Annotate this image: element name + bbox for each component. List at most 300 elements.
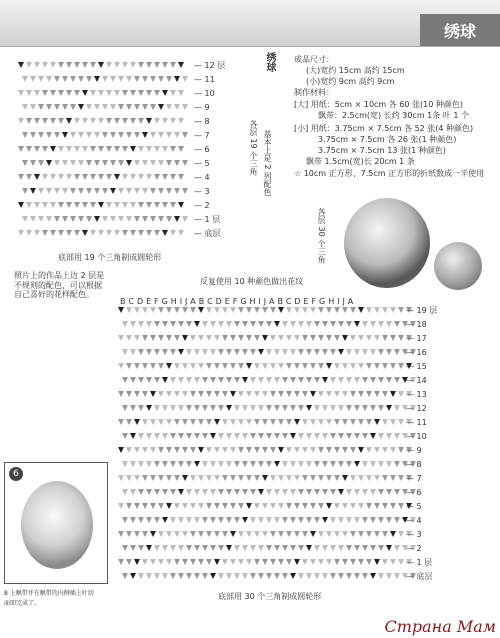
triangle-unit <box>358 503 364 509</box>
triangle-unit <box>338 405 344 411</box>
triangle-unit <box>378 461 384 467</box>
triangle-unit <box>102 160 108 166</box>
left-chart-row <box>18 146 184 154</box>
triangle-unit <box>154 545 160 551</box>
triangle-unit <box>226 405 232 411</box>
triangle-unit <box>178 545 184 551</box>
triangle-unit <box>114 62 120 68</box>
triangle-unit <box>286 503 292 509</box>
triangle-unit <box>390 363 396 369</box>
left-chart-row-label: — 12 层 <box>194 61 226 70</box>
triangle-unit <box>98 90 104 96</box>
triangle-unit <box>294 503 300 509</box>
triangle-unit <box>246 335 252 341</box>
triangle-unit <box>118 160 124 166</box>
triangle-unit <box>94 216 100 222</box>
triangle-unit <box>286 419 292 425</box>
triangle-unit <box>326 419 332 425</box>
triangle-unit <box>238 307 244 313</box>
left-chart-row <box>18 62 184 70</box>
triangle-unit <box>342 391 348 397</box>
triangle-unit <box>234 321 240 327</box>
triangle-unit <box>106 146 112 152</box>
triangle-unit <box>342 447 348 453</box>
triangle-unit <box>374 419 380 425</box>
triangle-unit <box>278 307 284 313</box>
triangle-unit <box>42 62 48 68</box>
triangle-unit <box>238 363 244 369</box>
triangle-unit <box>318 307 324 313</box>
triangle-unit <box>126 559 132 565</box>
triangle-unit <box>190 363 196 369</box>
triangle-unit <box>102 76 108 82</box>
triangle-unit <box>190 335 196 341</box>
triangle-unit <box>234 377 240 383</box>
triangle-unit <box>374 475 380 481</box>
triangle-unit <box>258 489 264 495</box>
triangle-unit <box>118 76 124 82</box>
triangle-unit <box>206 335 212 341</box>
triangle-unit <box>74 118 80 124</box>
triangle-unit <box>334 559 340 565</box>
triangle-unit <box>230 475 236 481</box>
triangle-unit <box>162 349 168 355</box>
triangle-unit <box>334 335 340 341</box>
triangle-unit <box>114 174 120 180</box>
triangle-unit <box>226 545 232 551</box>
watermark: Страна Мам <box>384 617 496 636</box>
triangle-unit <box>274 489 280 495</box>
right-chart-row-label: — 19 层 <box>406 306 438 315</box>
triangle-unit <box>222 559 228 565</box>
triangle-unit <box>162 174 168 180</box>
triangle-unit <box>350 531 356 537</box>
triangle-unit <box>326 447 332 453</box>
triangle-unit <box>250 405 256 411</box>
left-chart-row <box>22 104 188 112</box>
triangle-unit <box>154 90 160 96</box>
triangle-unit <box>66 90 72 96</box>
triangle-unit <box>130 202 136 208</box>
triangle-unit <box>26 230 32 236</box>
triangle-unit <box>330 377 336 383</box>
triangle-unit <box>274 517 280 523</box>
triangle-unit <box>190 475 196 481</box>
triangle-unit <box>142 307 148 313</box>
triangle-unit <box>382 419 388 425</box>
triangle-unit <box>382 531 388 537</box>
triangle-unit <box>398 391 404 397</box>
triangle-unit <box>294 447 300 453</box>
triangle-unit <box>202 517 208 523</box>
triangle-unit <box>338 433 344 439</box>
triangle-unit <box>202 349 208 355</box>
right-chart-row <box>122 489 416 497</box>
triangle-unit <box>274 545 280 551</box>
triangle-unit <box>326 363 332 369</box>
triangle-unit <box>118 503 124 509</box>
triangle-unit <box>186 377 192 383</box>
triangle-unit <box>162 573 168 579</box>
right-chart-row <box>118 335 412 343</box>
triangle-unit <box>218 489 224 495</box>
left-chart-row-label: — 4 <box>194 173 210 182</box>
triangle-unit <box>222 363 228 369</box>
materials-note: ☆ 10cm 正方形、7.5cm 正方形的折纸数成一半使用 <box>294 169 485 178</box>
triangle-unit <box>382 307 388 313</box>
triangle-unit <box>254 335 260 341</box>
triangle-unit <box>134 475 140 481</box>
triangle-unit <box>198 475 204 481</box>
triangle-unit <box>134 559 140 565</box>
triangle-unit <box>86 104 92 110</box>
triangle-unit <box>154 62 160 68</box>
right-chart-row-label: — 17 <box>406 334 427 343</box>
triangle-unit <box>278 335 284 341</box>
triangle-unit <box>302 307 308 313</box>
triangle-unit <box>122 90 128 96</box>
triangle-unit <box>358 531 364 537</box>
triangle-unit <box>22 188 28 194</box>
triangle-unit <box>354 377 360 383</box>
triangle-unit <box>338 489 344 495</box>
triangle-unit <box>258 545 264 551</box>
right-chart-row <box>118 363 412 371</box>
left-chart-row <box>22 216 188 224</box>
triangle-unit <box>274 461 280 467</box>
right-chart-row <box>118 559 412 567</box>
triangle-unit <box>354 489 360 495</box>
triangle-unit <box>62 160 68 166</box>
triangle-unit <box>90 230 96 236</box>
triangle-unit <box>30 104 36 110</box>
triangle-unit <box>338 461 344 467</box>
triangle-unit <box>74 202 80 208</box>
left-chart-row-label: — 11 <box>194 75 215 84</box>
triangle-unit <box>106 118 112 124</box>
triangle-unit <box>258 321 264 327</box>
right-chart-row <box>122 433 416 441</box>
triangle-unit <box>126 76 132 82</box>
triangle-unit <box>134 363 140 369</box>
triangle-unit <box>126 391 132 397</box>
triangle-unit <box>206 559 212 565</box>
right-chart-row-label: — 13 <box>406 390 427 399</box>
right-chart-row-label: — 4 <box>406 516 422 525</box>
triangle-unit <box>122 118 128 124</box>
triangle-unit <box>298 573 304 579</box>
triangle-unit <box>34 230 40 236</box>
bottom-photo-caption-1: 8 上飘带并在飘带的内侧插上叶切 <box>4 590 94 597</box>
triangle-unit <box>306 349 312 355</box>
triangle-unit <box>94 76 100 82</box>
triangle-unit <box>194 377 200 383</box>
triangle-unit <box>206 531 212 537</box>
triangle-unit <box>386 321 392 327</box>
triangle-unit <box>198 419 204 425</box>
triangle-unit <box>298 545 304 551</box>
triangle-unit <box>214 335 220 341</box>
triangle-unit <box>138 174 144 180</box>
triangle-unit <box>194 433 200 439</box>
triangle-unit <box>134 419 140 425</box>
color-letters: B C D E F G H I J A B C D E F G H I J A B C D E F G H I J A <box>120 297 354 306</box>
triangle-unit <box>274 321 280 327</box>
triangle-unit <box>62 188 68 194</box>
triangle-unit <box>182 307 188 313</box>
triangle-unit <box>218 321 224 327</box>
right-pattern-chart <box>118 307 448 587</box>
triangle-unit <box>318 475 324 481</box>
materials-heading: 制作材料： <box>294 88 334 97</box>
triangle-unit <box>126 307 132 313</box>
triangle-unit <box>146 545 152 551</box>
triangle-unit <box>398 419 404 425</box>
triangle-unit <box>142 503 148 509</box>
triangle-unit <box>178 321 184 327</box>
triangle-unit <box>270 503 276 509</box>
triangle-unit <box>58 202 64 208</box>
triangle-unit <box>378 349 384 355</box>
triangle-unit <box>318 531 324 537</box>
triangle-unit <box>270 559 276 565</box>
triangle-unit <box>206 419 212 425</box>
triangle-unit <box>370 517 376 523</box>
triangle-unit <box>206 475 212 481</box>
triangle-unit <box>362 545 368 551</box>
triangle-unit <box>162 489 168 495</box>
triangle-unit <box>198 559 204 565</box>
triangle-unit <box>122 573 128 579</box>
triangle-unit <box>110 160 116 166</box>
triangle-unit <box>146 90 152 96</box>
triangle-unit <box>170 174 176 180</box>
triangle-unit <box>134 76 140 82</box>
triangle-unit <box>70 132 76 138</box>
materials-small: [小] 用纸：3.75cm × 7.5cm 各 52 张(4 种颜色) <box>294 124 474 133</box>
triangle-unit <box>46 76 52 82</box>
triangle-unit <box>314 461 320 467</box>
triangle-unit <box>326 475 332 481</box>
triangle-unit <box>146 433 152 439</box>
triangle-unit <box>130 405 136 411</box>
triangle-unit <box>298 321 304 327</box>
triangle-unit <box>178 377 184 383</box>
triangle-unit <box>138 230 144 236</box>
triangle-unit <box>266 433 272 439</box>
triangle-unit <box>386 573 392 579</box>
triangle-unit <box>322 321 328 327</box>
triangle-unit <box>134 531 140 537</box>
triangle-unit <box>314 321 320 327</box>
triangle-unit <box>166 104 172 110</box>
triangle-unit <box>258 461 264 467</box>
triangle-unit <box>234 573 240 579</box>
triangle-unit <box>102 132 108 138</box>
triangle-unit <box>210 433 216 439</box>
triangle-unit <box>326 391 332 397</box>
triangle-unit <box>278 419 284 425</box>
materials-big: [大] 用纸：5cm × 10cm 各 60 张(10 种颜色) <box>294 100 463 109</box>
triangle-unit <box>258 433 264 439</box>
triangle-unit <box>158 475 164 481</box>
triangle-unit <box>394 405 400 411</box>
triangle-unit <box>74 146 80 152</box>
triangle-unit <box>298 433 304 439</box>
triangle-unit <box>122 349 128 355</box>
triangle-unit <box>262 475 268 481</box>
triangle-unit <box>370 461 376 467</box>
triangle-unit <box>154 461 160 467</box>
triangle-unit <box>18 118 24 124</box>
triangle-unit <box>386 461 392 467</box>
triangle-unit <box>386 489 392 495</box>
triangle-unit <box>374 391 380 397</box>
triangle-unit <box>146 405 152 411</box>
triangle-unit <box>38 216 44 222</box>
side-note-line-2: 不规则的配色，可以根据 <box>14 280 102 290</box>
triangle-unit <box>290 489 296 495</box>
triangle-unit <box>346 321 352 327</box>
triangle-unit <box>290 349 296 355</box>
triangle-unit <box>226 573 232 579</box>
triangle-unit <box>130 174 136 180</box>
triangle-unit <box>222 531 228 537</box>
triangle-unit <box>138 489 144 495</box>
triangle-unit <box>126 104 132 110</box>
triangle-unit <box>394 573 400 579</box>
triangle-unit <box>362 321 368 327</box>
triangle-unit <box>398 363 404 369</box>
triangle-unit <box>374 363 380 369</box>
triangle-unit <box>142 391 148 397</box>
triangle-unit <box>138 433 144 439</box>
triangle-unit <box>158 335 164 341</box>
triangle-unit <box>162 377 168 383</box>
triangle-unit <box>382 391 388 397</box>
triangle-unit <box>226 321 232 327</box>
triangle-unit <box>286 363 292 369</box>
triangle-unit <box>222 307 228 313</box>
triangle-unit <box>178 174 184 180</box>
triangle-unit <box>218 377 224 383</box>
triangle-unit <box>366 447 372 453</box>
triangle-unit <box>74 230 80 236</box>
triangle-unit <box>270 419 276 425</box>
triangle-unit <box>306 321 312 327</box>
triangle-unit <box>66 118 72 124</box>
left-chart-row <box>18 90 184 98</box>
triangle-unit <box>154 174 160 180</box>
triangle-unit <box>266 321 272 327</box>
triangle-unit <box>38 76 44 82</box>
triangle-unit <box>206 391 212 397</box>
triangle-unit <box>186 433 192 439</box>
right-chart-row-label: — 9 <box>406 446 422 455</box>
triangle-unit <box>370 573 376 579</box>
triangle-unit <box>126 363 132 369</box>
triangle-unit <box>130 545 136 551</box>
triangle-unit <box>222 335 228 341</box>
triangle-unit <box>366 307 372 313</box>
triangle-unit <box>326 307 332 313</box>
triangle-unit <box>194 489 200 495</box>
triangle-unit <box>254 475 260 481</box>
triangle-unit <box>226 517 232 523</box>
triangle-unit <box>190 531 196 537</box>
triangle-unit <box>150 307 156 313</box>
triangle-unit <box>166 475 172 481</box>
triangle-unit <box>334 447 340 453</box>
triangle-unit <box>362 433 368 439</box>
triangle-unit <box>242 433 248 439</box>
triangle-unit <box>234 349 240 355</box>
left-chart-row <box>22 132 188 140</box>
triangle-unit <box>118 104 124 110</box>
triangle-unit <box>386 405 392 411</box>
triangle-unit <box>282 489 288 495</box>
triangle-unit <box>350 559 356 565</box>
triangle-unit <box>314 517 320 523</box>
triangle-unit <box>298 489 304 495</box>
triangle-unit <box>262 559 268 565</box>
triangle-unit <box>78 104 84 110</box>
triangle-unit <box>266 461 272 467</box>
triangle-unit <box>26 62 32 68</box>
triangle-unit <box>122 230 128 236</box>
triangle-unit <box>330 461 336 467</box>
triangle-unit <box>362 405 368 411</box>
triangle-unit <box>170 517 176 523</box>
triangle-unit <box>246 559 252 565</box>
triangle-unit <box>310 503 316 509</box>
triangle-unit <box>330 545 336 551</box>
triangle-unit <box>174 307 180 313</box>
triangle-unit <box>186 461 192 467</box>
triangle-unit <box>278 475 284 481</box>
triangle-unit <box>338 377 344 383</box>
triangle-unit <box>266 573 272 579</box>
triangle-unit <box>142 216 148 222</box>
step-badge: 6 <box>9 467 23 481</box>
triangle-unit <box>338 573 344 579</box>
triangle-unit <box>330 405 336 411</box>
triangle-unit <box>234 461 240 467</box>
bottom-photo-caption-2: 面即完成了。 <box>4 600 41 607</box>
triangle-unit <box>270 447 276 453</box>
triangle-unit <box>366 503 372 509</box>
left-chart-row <box>18 230 184 238</box>
triangle-unit <box>122 517 128 523</box>
triangle-unit <box>34 62 40 68</box>
triangle-unit <box>134 391 140 397</box>
left-chart-row-label: — 3 <box>194 187 210 196</box>
triangle-unit <box>130 377 136 383</box>
triangle-unit <box>258 377 264 383</box>
triangle-unit <box>350 363 356 369</box>
triangle-unit <box>218 349 224 355</box>
triangle-unit <box>182 160 188 166</box>
triangle-unit <box>366 531 372 537</box>
triangle-unit <box>198 447 204 453</box>
triangle-unit <box>126 188 132 194</box>
triangle-unit <box>154 433 160 439</box>
triangle-unit <box>202 321 208 327</box>
triangle-unit <box>58 230 64 236</box>
triangle-unit <box>46 216 52 222</box>
triangle-unit <box>170 433 176 439</box>
triangle-unit <box>242 321 248 327</box>
